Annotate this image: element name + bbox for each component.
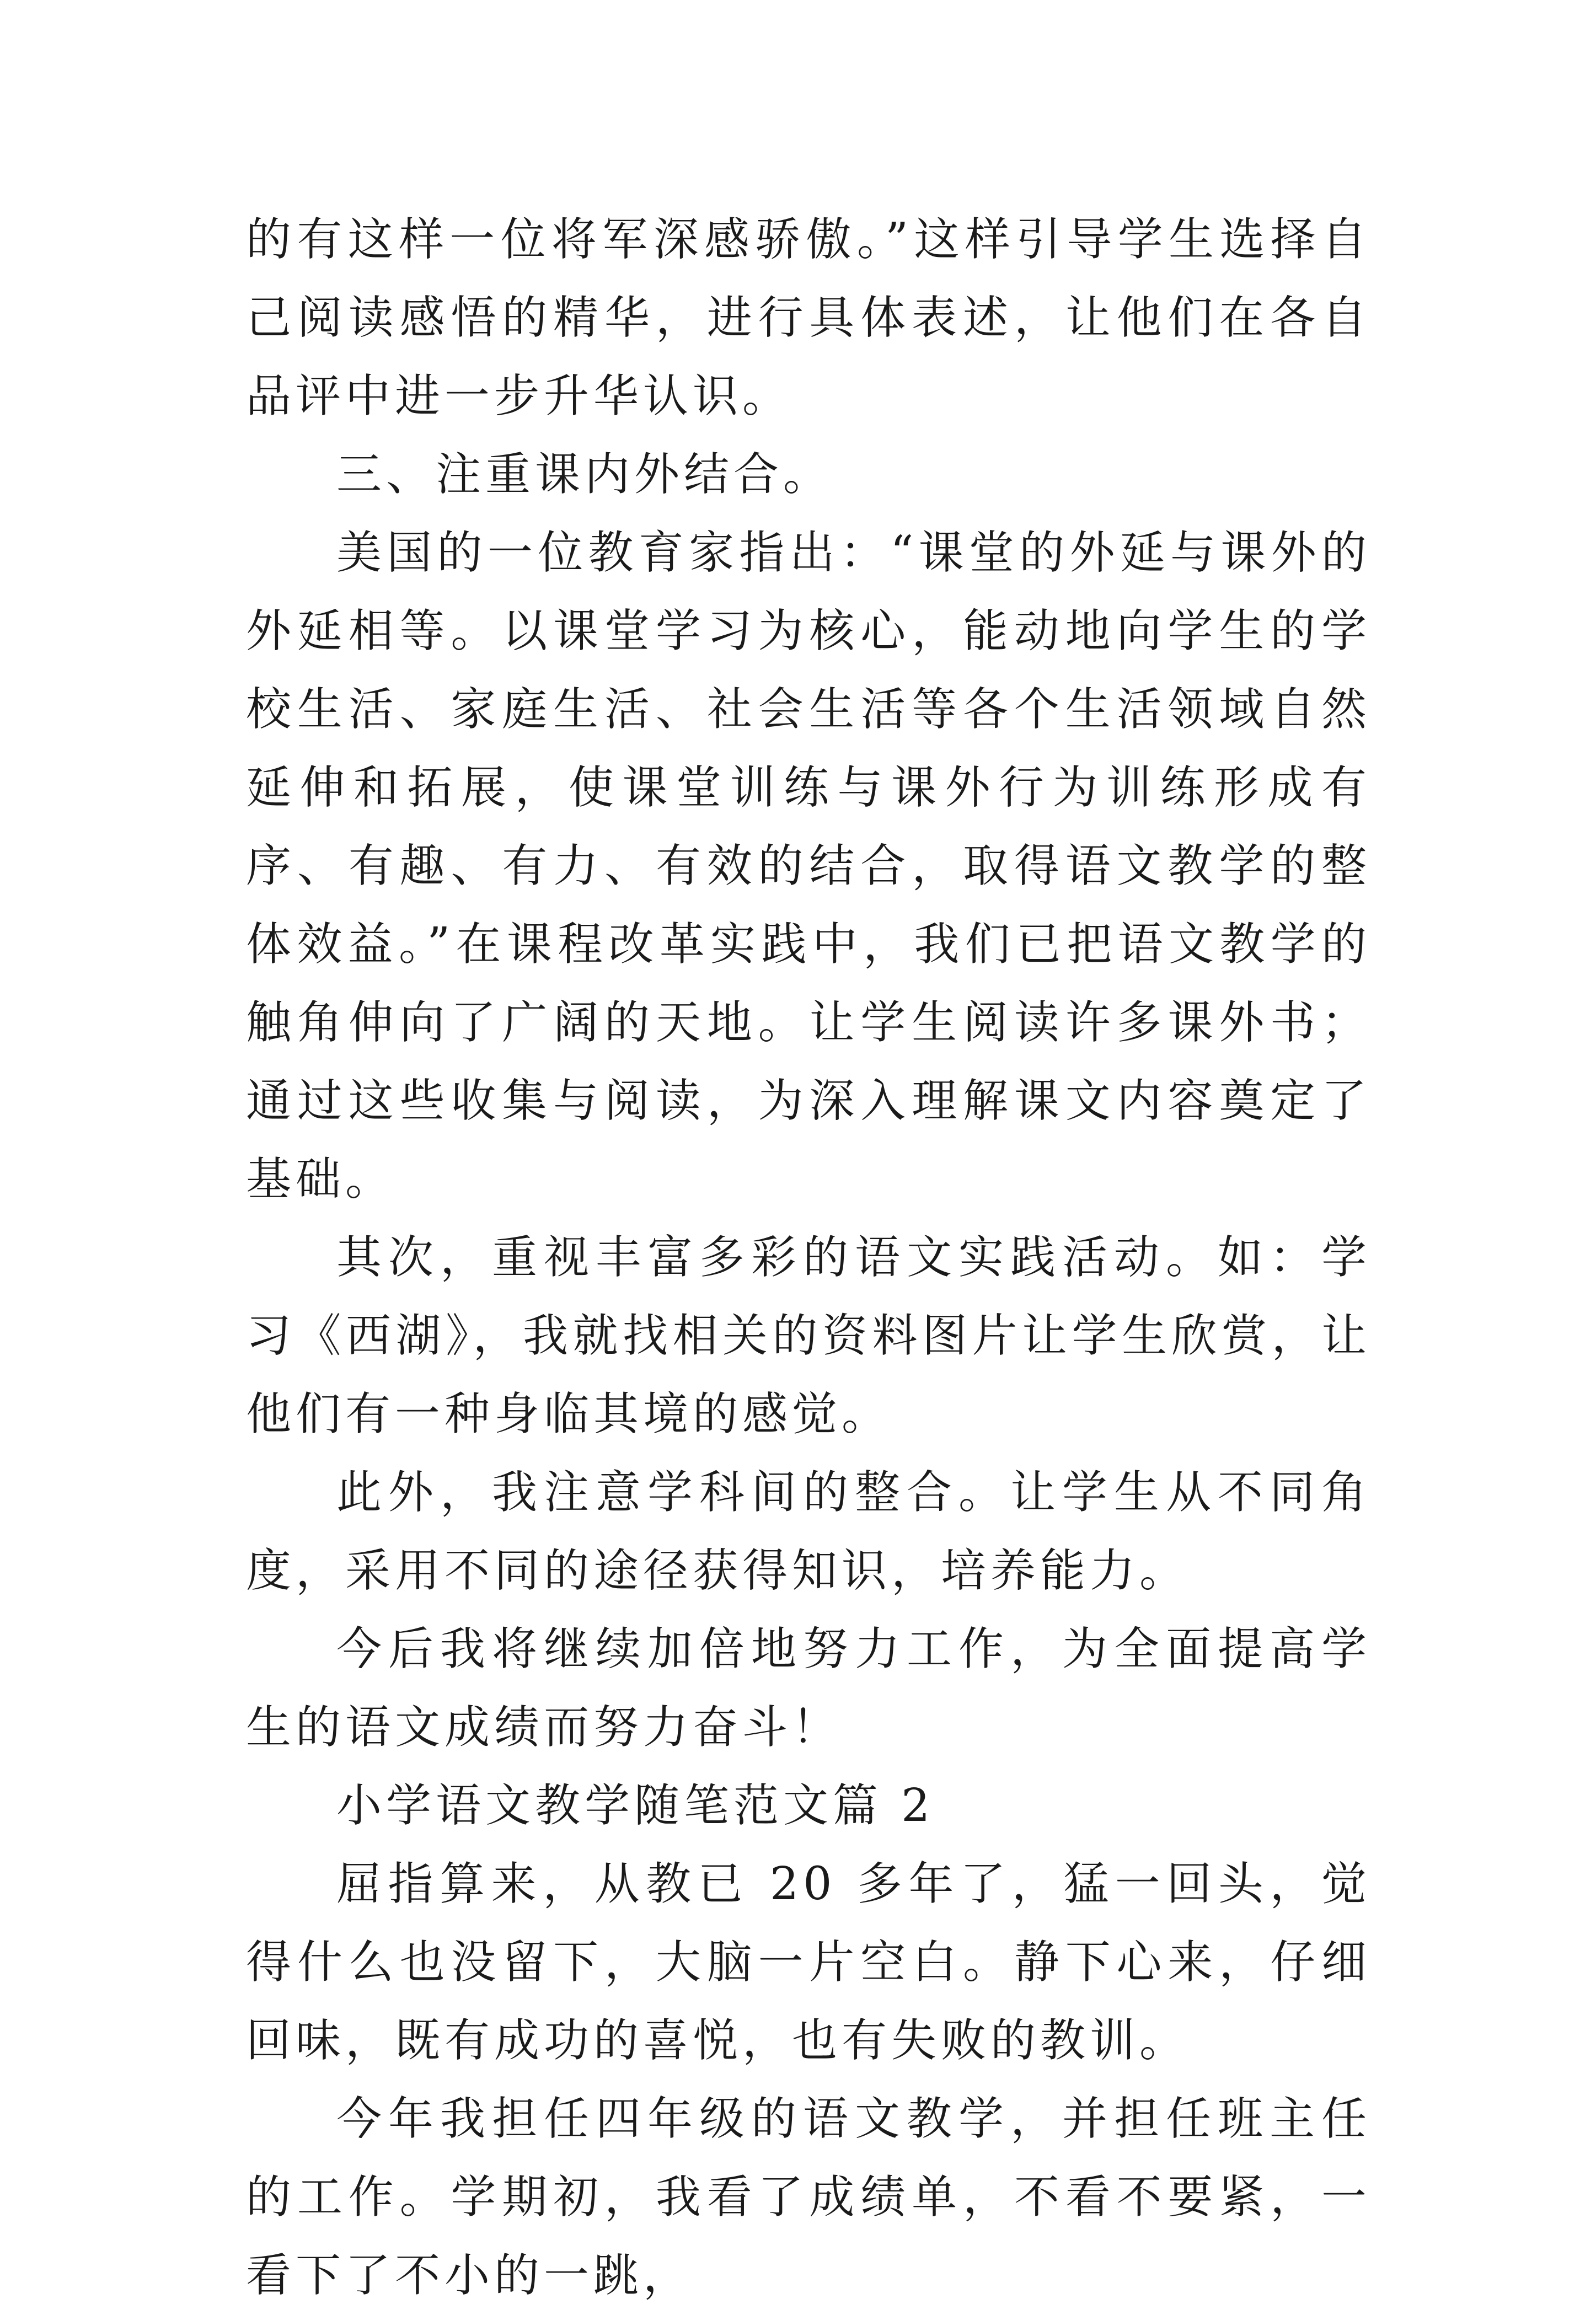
section-heading-3: 三、注重课内外结合。	[336, 448, 833, 501]
article-title-2: 小学语文教学随笔范文篇 2	[336, 1780, 935, 1832]
paragraph-4: 此外，我注意学科间的整合。让学生从不同角度，采用不同的途径获得知识，培养能力。	[246, 1466, 1371, 1597]
paragraph-1: 的有这样一位将军深感骄傲。”这样引导学生选择自己阅读感悟的精华，进行具体表述，让他们在各自品评中进一步升华认识。	[246, 213, 1371, 422]
paragraph-2: 美国的一位教育家指出：“课堂的外延与课外的外延相等。以课堂学习为核心，能动地向学生的学校生活、家庭生活、社会生活等各个生活领域自然延伸和拓展，使课堂训练与课外行为训练形成有序、有趣、有力、有效的结合，取得语文教学的整体效益。”在课程改革实践中，我们已把语文教学的触角伸向了广阔的天地。让学生阅读许多课外书；通过这些收集与阅读，为深入理解课文内容奠定了基础。	[246, 527, 1371, 1205]
paragraph-3: 其次，重视丰富多彩的语文实践活动。如：学习《西湖》，我就找相关的资料图片让学生欣赏，让他们有一种身临其境的感觉。	[246, 1231, 1371, 1440]
paragraph-7: 今年我担任四年级的语文教学，并担任班主任的工作。学期初，我看了成绩单，不看不要紧，一看下了不小的一跳，	[246, 2093, 1371, 2302]
paragraph-6: 屈指算来，从教已 20 多年了，猛一回头，觉得什么也没留下，大脑一片空白。静下心来，仔细回味，既有成功的喜悦，也有失败的教训。	[246, 1858, 1371, 2067]
document-body	[246, 201, 1371, 2315]
paragraph-5: 今后我将继续加倍地努力工作，为全面提高学生的语文成绩而努力奋斗！	[246, 1623, 1371, 1754]
